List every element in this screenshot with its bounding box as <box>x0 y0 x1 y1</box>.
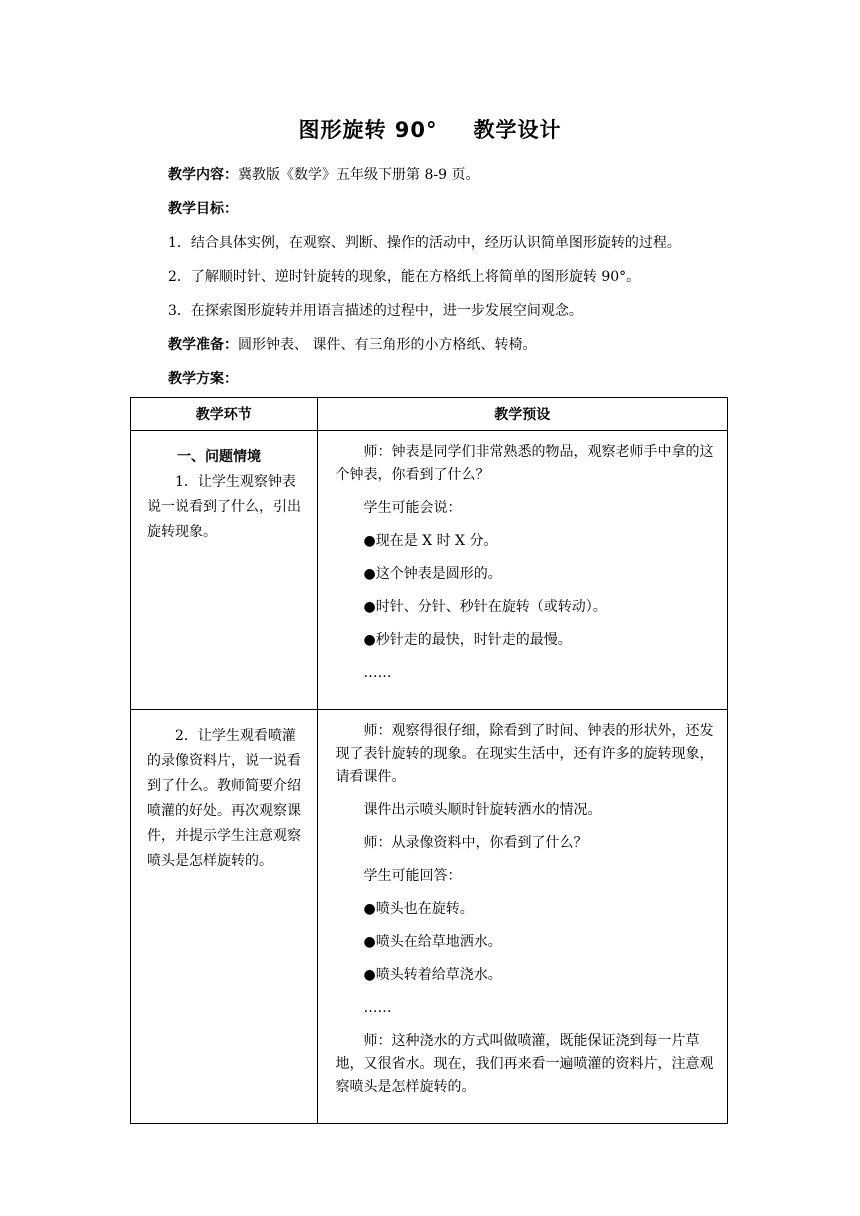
plan-paragraph: 学生可能回答： <box>363 868 462 884</box>
plan-bullet: ●这个钟表是圆形的。 <box>363 566 502 582</box>
plan-bullet: ●秒针走的最快，时针走的最慢。 <box>363 632 572 648</box>
plan-paragraph: 师：这种浇水的方式叫做喷灌，既能保证浇到每一片草地，又很省水。现在，我们再来看一遍喷灌的资料片，注意观察喷头是怎样旋转的。 <box>335 1033 714 1095</box>
plan-bullet: ●时针、分针、秒针在旋转（或转动）。 <box>363 599 607 615</box>
title-main: 图形旋转 90° <box>298 118 438 142</box>
title-sub: 教学设计 <box>473 118 562 142</box>
lesson-plan-table <box>130 397 728 1124</box>
table-row <box>131 431 728 710</box>
plan-cell <box>317 710 727 1124</box>
plan-paragraph: 师：从录像资料中，你看到了什么？ <box>363 835 588 851</box>
goal-item-3: 3．在探索图形旋转并用语言描述的过程中，进一步发展空间观念。 <box>168 303 583 319</box>
content-label: 教学内容： <box>168 167 238 183</box>
plan-paragraph: 师：观察得很仔细，除看到了时间、钟表的形状外，还发现了表针旋转的现象。在现实生活中，还有许多的旋转现象，请看课件。 <box>335 723 714 785</box>
table-header-row <box>131 398 728 431</box>
document-title <box>0 114 860 144</box>
plan-paragraph: 学生可能会说： <box>363 500 462 516</box>
plan-cell <box>317 431 727 710</box>
plan-paragraph: 师：钟表是同学们非常熟悉的物品，观察老师手中拿的这个钟表，你看到了什么？ <box>335 444 714 483</box>
prep-line <box>168 334 536 354</box>
stage-text: 1．让学生观察钟表说一说看到了什么，引出旋转现象。 <box>147 474 301 540</box>
plan-ellipsis: …… <box>363 665 392 681</box>
stage-cell <box>131 710 318 1124</box>
stage-text: 2．让学生观看喷灌的录像资料片，说一说看到了什么。教师简要介绍喷灌的好处。再次观察课件，并提示学生注意观察喷头是怎样旋转的。 <box>147 728 301 869</box>
stage-cell <box>131 431 318 710</box>
content-line <box>168 164 479 184</box>
goal-item-2: 2．了解顺时针、逆时针旋转的现象，能在方格纸上将简单的图形旋转 90°。 <box>168 269 641 285</box>
plan-paragraph: 课件出示喷头顺时针旋转洒水的情况。 <box>363 802 602 818</box>
plan-bullet: ●现在是 X 时 X 分。 <box>363 533 498 549</box>
plan-bullet: ●喷头也在旋转。 <box>363 901 474 917</box>
plan-bullet: ●喷头在给草地洒水。 <box>363 934 502 950</box>
plan-ellipsis: …… <box>363 1000 392 1016</box>
content-text: 冀教版《数学》五年级下册第 8-9 页。 <box>238 167 480 183</box>
prep-text: 圆形钟表、 课件、有三角形的小方格纸、转椅。 <box>238 337 537 353</box>
header-stage: 教学环节 <box>131 398 318 431</box>
header-plan: 教学预设 <box>317 398 727 431</box>
stage-heading: 一、问题情境 <box>177 449 261 465</box>
table-row <box>131 710 728 1124</box>
plan-bullet: ●喷头转着给草浇水。 <box>363 967 502 983</box>
plan-label: 教学方案： <box>168 371 238 387</box>
goal-item-1: 1．结合具体实例，在观察、判断、操作的活动中，经历认识简单图形旋转的过程。 <box>168 235 681 251</box>
goals-label: 教学目标： <box>168 201 238 217</box>
prep-label: 教学准备： <box>168 337 238 353</box>
